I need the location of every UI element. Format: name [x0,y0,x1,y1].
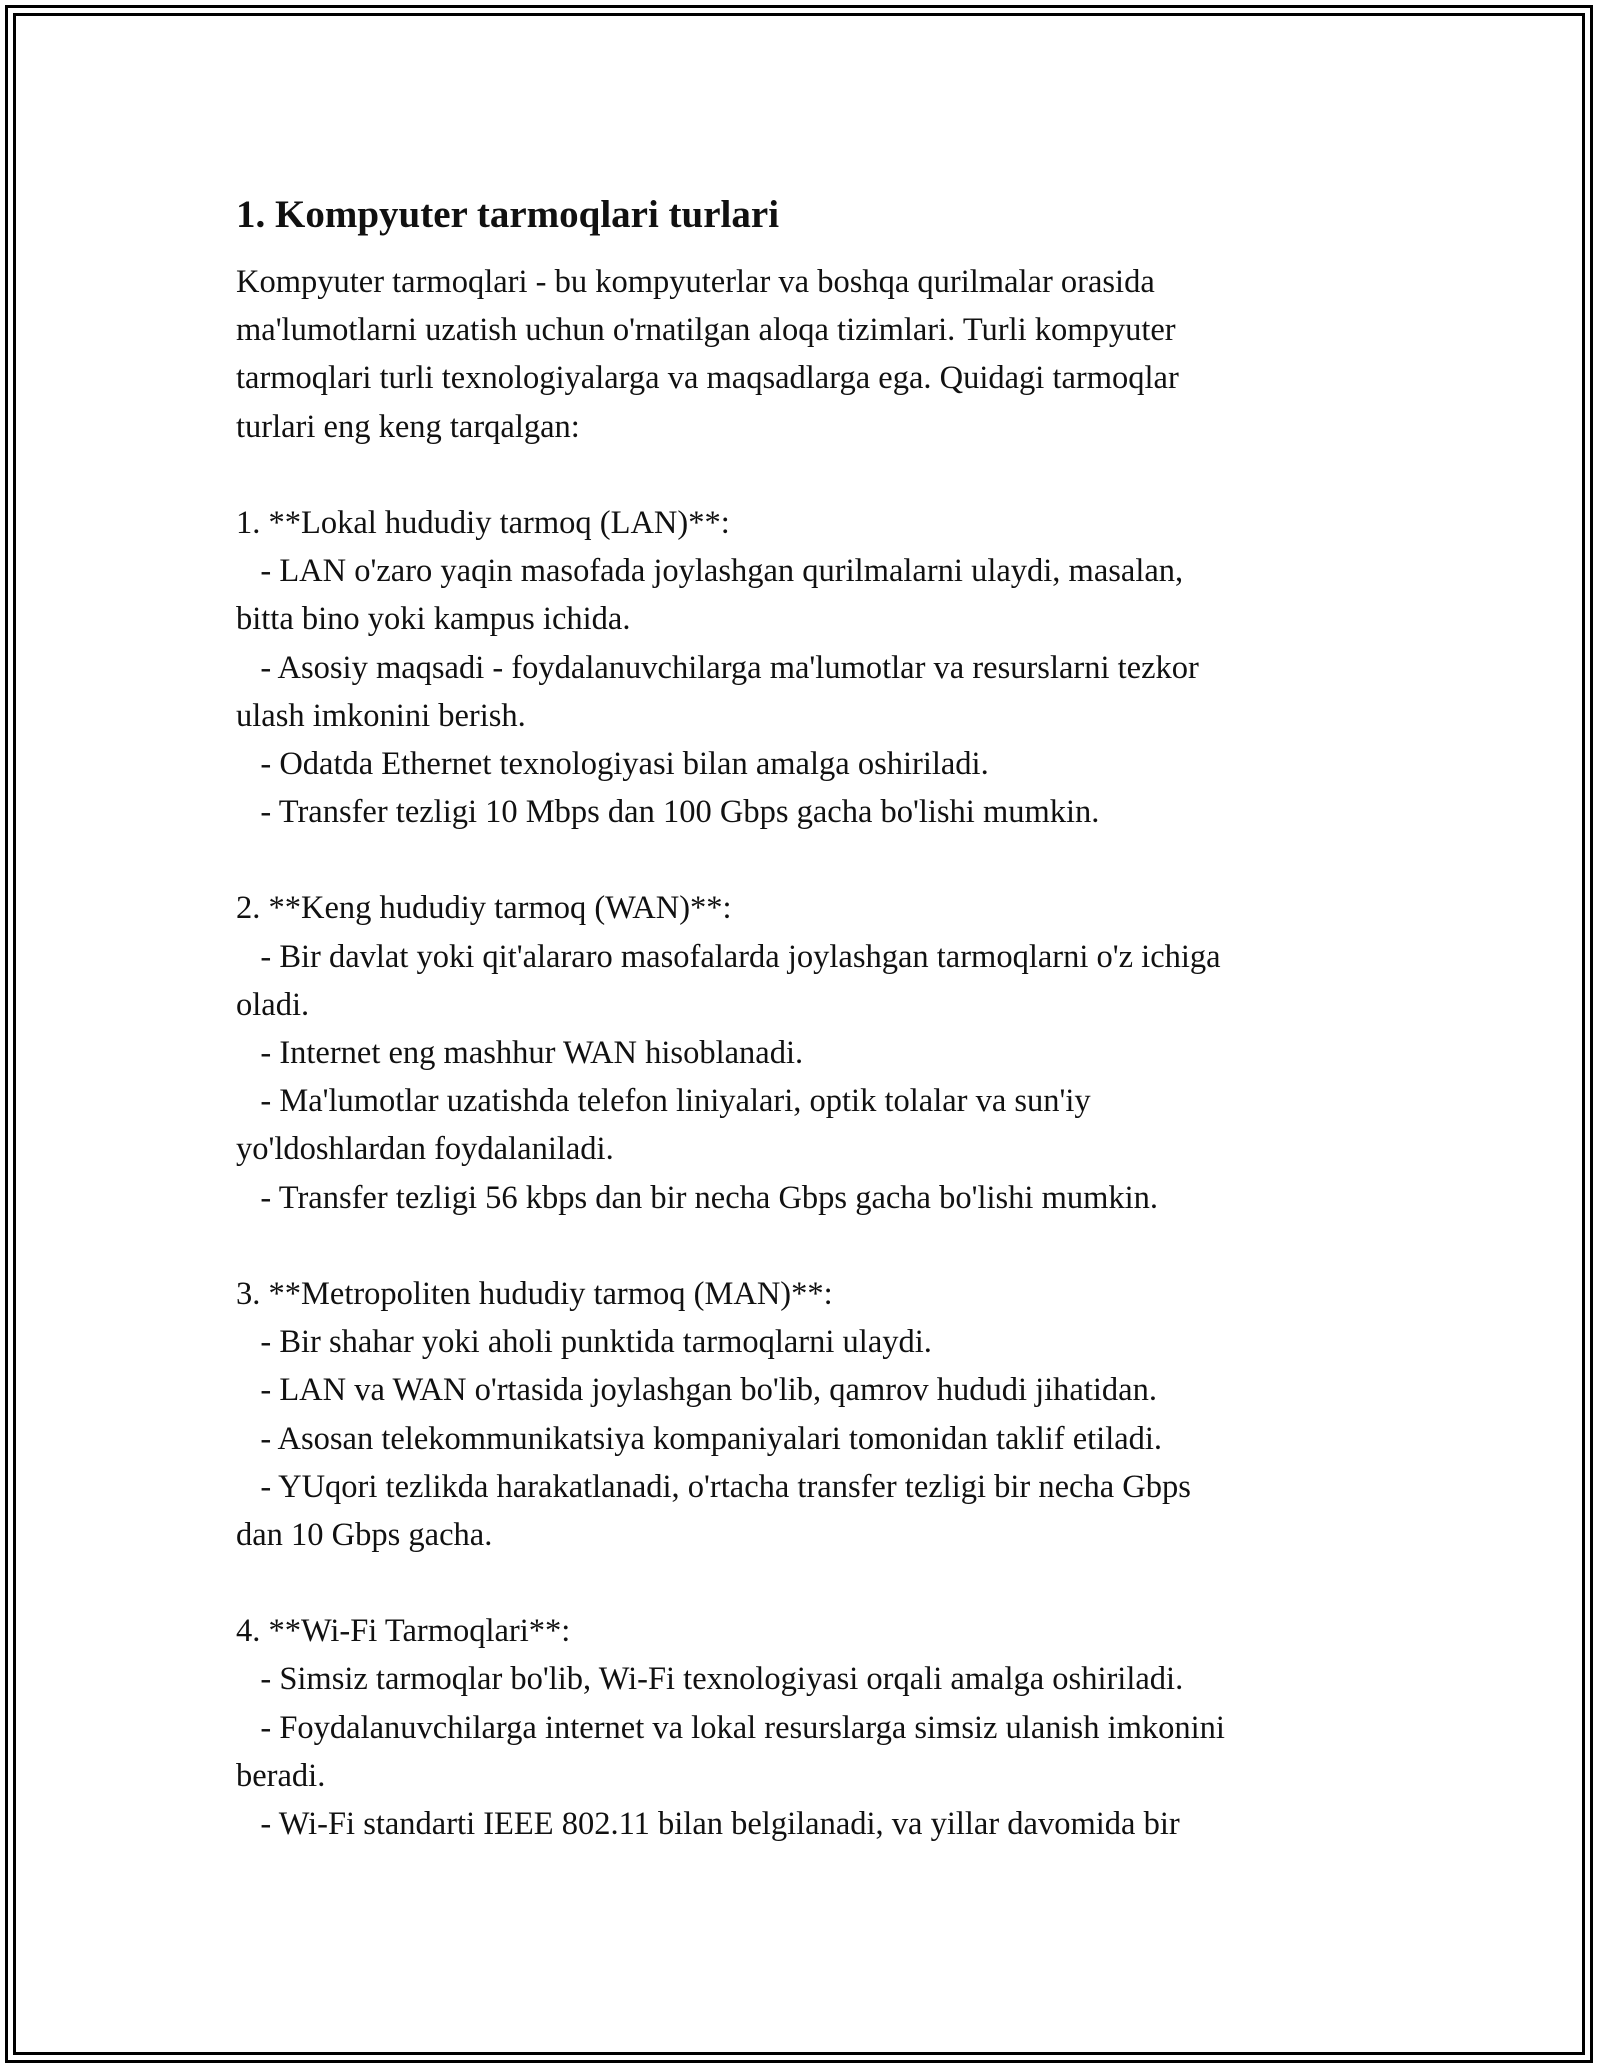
document-body [236,185,1386,1848]
section-wifi [236,1607,1386,1848]
section-line: - Foydalanuvchilarga internet va lokal resurslarga simsiz ulanish imkonini [236,1709,1225,1746]
spacer [236,1559,1386,1607]
intro-line: Kompyuter tarmoqlari - bu kompyuterlar va boshqa qurilmalar orasida [236,264,1155,300]
section-line: bitta bino yoki kampus ichida. [236,601,631,638]
intro-line: ma'lumotlarni uzatish uchun o'rnatilgan aloqa tizimlari. Turli kompyuter [236,312,1176,349]
spacer [236,836,1386,884]
spacer [236,1222,1386,1270]
section-line: ulash imkonini berish. [236,697,526,734]
section-heading: 1. **Lokal hududiy tarmoq (LAN)**: [236,504,730,541]
section-line: oladi. [236,986,310,1023]
section-line: dan 10 Gbps gacha. [236,1516,493,1553]
section-man [236,1270,1386,1559]
intro-line: tarmoqlari turli texnologiyalarga va maqsadlarga ega. Quidagi tarmoqlar [236,360,1179,397]
intro-paragraph [236,258,1386,451]
intro-line: turlari eng keng tarqalgan: [236,408,580,445]
section-line: - Simsiz tarmoqlar bo'lib, Wi-Fi texnologiyasi orqali amalga oshiriladi. [236,1661,1184,1698]
section-line: - Asosiy maqsadi - foydalanuvchilarga ma'lumotlar va resurslarni tezkor [236,649,1199,686]
spacer [236,451,1386,499]
section-line: - Transfer tezligi 10 Mbps dan 100 Gbps gacha bo'lishi mumkin. [236,794,1100,831]
section-line: - Bir davlat yoki qit'alararo masofalarda joylashgan tarmoqlarni o'z ichiga [236,938,1221,975]
section-line: - YUqori tezlikda harakatlanadi, o'rtacha transfer tezligi bir necha Gbps [236,1468,1191,1505]
section-line: beradi. [236,1757,326,1794]
section-heading: 3. **Metropoliten hududiy tarmoq (MAN)**: [236,1275,833,1312]
section-wan [236,884,1386,1221]
document-title: 1. Kompyuter tarmoqlari turlari [236,193,780,236]
section-lan [236,499,1386,836]
section-line: - LAN o'zaro yaqin masofada joylashgan qurilmalarni ulaydi, masalan, [236,553,1184,590]
section-line: - Bir shahar yoki aholi punktida tarmoqlarni ulaydi. [236,1324,932,1361]
section-heading: 2. **Keng hududiy tarmoq (WAN)**: [236,890,732,927]
section-line: - Wi-Fi standarti IEEE 802.11 bilan belgilanadi, va yillar davomida bir [236,1806,1180,1842]
section-line: - Ma'lumotlar uzatishda telefon liniyalari, optik tolalar va sun'iy [236,1083,1091,1120]
section-line: - Odatda Ethernet texnologiyasi bilan amalga oshiriladi. [236,745,989,782]
section-line: - Internet eng mashhur WAN hisoblanadi. [236,1035,804,1071]
section-line: - LAN va WAN o'rtasida joylashgan bo'lib, qamrov hududi jihatidan. [236,1372,1157,1409]
section-heading: 4. **Wi-Fi Tarmoqlari**: [236,1613,571,1650]
section-line: yo'ldoshlardan foydalaniladi. [236,1131,614,1168]
section-line: - Transfer tezligi 56 kbps dan bir necha Gbps gacha bo'lishi mumkin. [236,1179,1159,1216]
section-line: - Asosan telekommunikatsiya kompaniyalari tomonidan taklif etiladi. [236,1420,1163,1457]
